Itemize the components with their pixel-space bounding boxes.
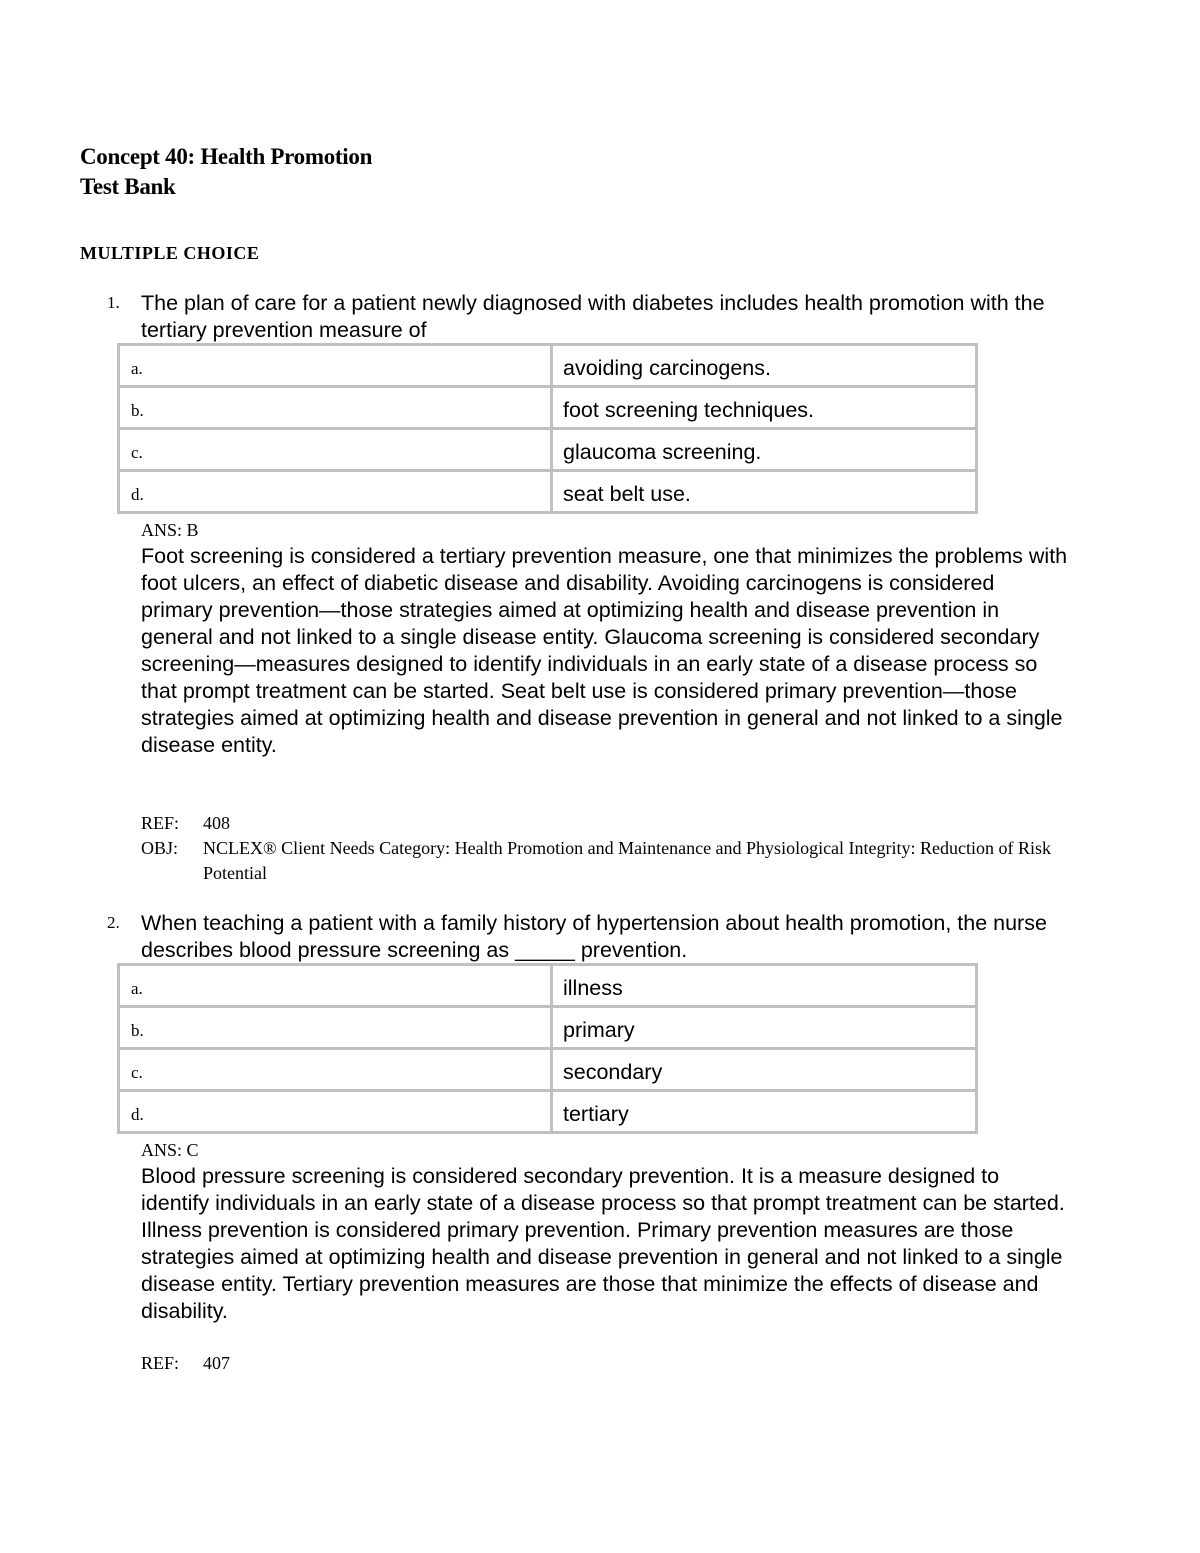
choice-letter: a.: [120, 346, 553, 385]
choice-letter: a.: [120, 966, 553, 1005]
question-1-ref: [141, 811, 1081, 836]
choice-letter: b.: [120, 1008, 553, 1047]
choice-row[interactable]: [120, 427, 975, 469]
question-2-ref: [141, 1351, 1081, 1376]
obj-label: OBJ:: [141, 838, 179, 858]
choice-letter: d.: [120, 472, 553, 511]
question-1-obj: [141, 836, 1081, 886]
choice-text: illness: [563, 976, 623, 1000]
question-1-answer: ANS: B: [141, 520, 199, 540]
question-2-number: 2.: [107, 913, 120, 932]
document-title: Concept 40: Health Promotion: [80, 144, 373, 169]
title-block: [80, 142, 372, 202]
question-2-answer: ANS: C: [141, 1140, 199, 1160]
choice-text: primary: [563, 1018, 635, 1042]
choice-row[interactable]: [120, 1089, 975, 1131]
choice-text: secondary: [563, 1060, 663, 1084]
obj-value: NCLEX® Client Needs Category: Health Promotion and Maintenance and Physiological Integrity: Reduction of Risk Potential: [203, 838, 1052, 883]
choice-letter: c.: [120, 1050, 553, 1089]
choice-row[interactable]: [120, 1047, 975, 1089]
question-1-choices: [117, 343, 978, 514]
choice-letter: b.: [120, 388, 553, 427]
choice-row[interactable]: [120, 469, 975, 511]
question-1-rationale: Foot screening is considered a tertiary prevention measure, one that minimizes the problems with foot ulcers, an effect of diabetic disease and disability. Avoiding carcinogens is considered primary prevention—those strategies aimed at optimizing health and disease prevention in general and not linked to a single disease entity. Glaucoma screening is considered secondary screening—measures designed to identify individuals in an early state of a disease process so that prompt treatment can be started. Seat belt use is considered primary prevention—those strategies aimed at optimizing health and disease prevention in general and not linked to a single disease entity.: [141, 544, 1068, 757]
choice-text: foot screening techniques.: [563, 398, 814, 422]
section-heading: MULTIPLE CHOICE: [80, 243, 260, 263]
choice-text: seat belt use.: [563, 482, 691, 506]
question-2-choices: [117, 963, 978, 1134]
ref-value: 407: [203, 1353, 230, 1373]
ref-label: REF:: [141, 1353, 180, 1373]
question-1-stem: The plan of care for a patient newly diagnosed with diabetes includes health promotion with the tertiary prevention measure of: [141, 291, 1045, 342]
question-2-rationale: Blood pressure screening is considered secondary prevention. It is a measure designed to identify individuals in an early state of a disease process so that prompt treatment can be started. Illness prevention is considered primary prevention. Primary prevention measures are those strategies aimed at optimizing health and disease prevention in general and not linked to a single disease entity. Tertiary prevention measures are those that minimize the effects of disease and disability.: [141, 1164, 1065, 1323]
choice-letter: d.: [120, 1092, 553, 1131]
choice-text: tertiary: [563, 1102, 629, 1126]
choice-text: glaucoma screening.: [563, 440, 762, 464]
choice-row[interactable]: [120, 1005, 975, 1047]
choice-text: avoiding carcinogens.: [563, 356, 771, 380]
ref-value: 408: [203, 813, 230, 833]
choice-row[interactable]: [120, 346, 975, 385]
choice-letter: c.: [120, 430, 553, 469]
question-1-number: 1.: [107, 293, 120, 312]
choice-row[interactable]: [120, 966, 975, 1005]
choice-row[interactable]: [120, 385, 975, 427]
question-2-stem: When teaching a patient with a family history of hypertension about health promotion, the nurse describes blood pressure screening as _____ prevention.: [141, 911, 1047, 962]
ref-label: REF:: [141, 813, 180, 833]
document-subtitle: Test Bank: [80, 174, 176, 199]
